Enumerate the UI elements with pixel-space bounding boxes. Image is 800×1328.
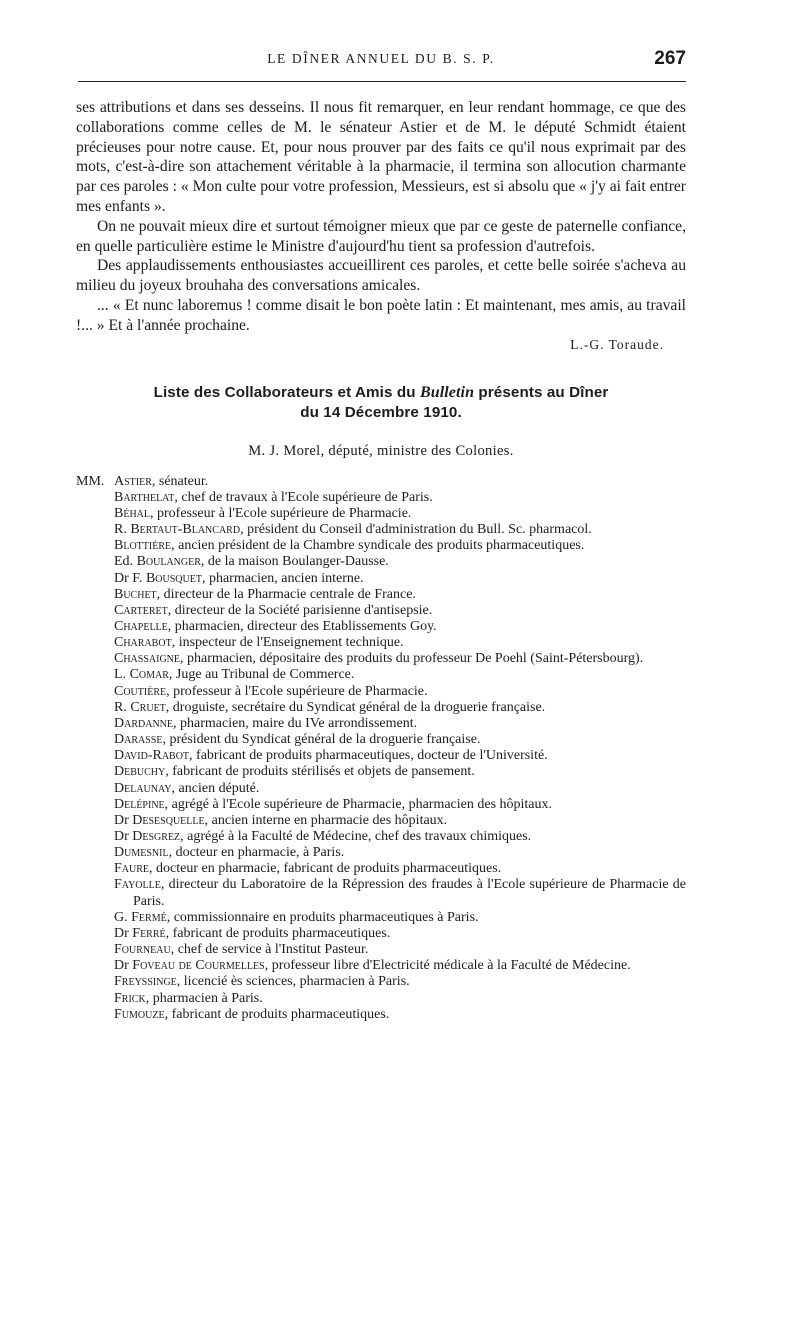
entry-description: , professeur à l'Ecole supérieure de Pharmacie.	[150, 505, 412, 521]
list-entry	[114, 1007, 686, 1023]
list-entry	[114, 829, 686, 845]
list-entry	[114, 910, 686, 926]
page	[76, 48, 686, 1023]
entry-name: Faure	[114, 861, 150, 877]
entry-name: Desgrez	[132, 829, 181, 844]
list-entry	[114, 651, 686, 667]
list-entry	[114, 506, 686, 522]
list-entry	[114, 619, 686, 635]
entry-name: Cruet	[130, 699, 166, 715]
entry-description: , ancien député.	[171, 780, 260, 796]
paragraph-4: ... « Et nunc laboremus ! comme disait le bon poète latin : Et maintenant, mes amis, au travail !... » Et à l'année prochaine.	[76, 296, 686, 334]
entry-name: Dardanne	[114, 715, 173, 731]
list-entry	[114, 732, 686, 748]
list-entry	[114, 877, 686, 909]
list-entry	[114, 861, 686, 877]
entry-description: , docteur en pharmacie, à Paris.	[168, 845, 345, 861]
list-title-italic: Bulletin	[419, 383, 475, 401]
list-entry	[114, 603, 686, 619]
list-entry	[114, 764, 686, 780]
list-entry	[114, 490, 686, 506]
entry-name: Barthelat	[114, 489, 175, 505]
entry-name: Delépine	[114, 796, 165, 812]
entry-name: Blottière	[114, 538, 172, 554]
entry-description: , licencié ès sciences, pharmacien à Paris.	[176, 974, 410, 990]
list-entry	[114, 667, 686, 683]
entry-name: Delaunay	[114, 780, 172, 796]
list-entry	[114, 554, 686, 570]
entry-name: Desesquelle	[132, 812, 205, 828]
entry-name: Chapelle	[114, 618, 168, 634]
entry-name: Buchet	[114, 586, 157, 602]
entry-prefix: G.	[114, 909, 132, 925]
page-number: 267	[654, 48, 686, 69]
entry-description: , directeur de la Société parisienne d'antisepsie.	[167, 602, 433, 618]
entry-description: , fabricant de produits pharmaceutiques.	[164, 1006, 390, 1022]
entry-name: Fayolle	[114, 877, 161, 893]
entry-prefix: L.	[114, 667, 130, 683]
entry-name: Fumouze	[114, 1006, 165, 1022]
entry-description: , professeur libre d'Electricité médicale à la Faculté de Médecine.	[264, 958, 631, 974]
list-title-post: présents au Dîner	[474, 383, 609, 401]
running-header	[76, 48, 686, 74]
entry-description: , chef de travaux à l'Ecole supérieure de Paris.	[174, 489, 433, 505]
list-entry	[114, 781, 686, 797]
entry-name: Boulanger	[136, 554, 201, 570]
list-entry	[114, 991, 686, 1007]
entry-description: , pharmacien à Paris.	[145, 990, 263, 1006]
signature: L.-G. Toraude.	[570, 336, 664, 352]
entry-prefix: Dr	[114, 829, 133, 844]
list-entry	[114, 748, 686, 764]
paragraph-3: Des applaudissements enthousiastes accueillirent ces paroles, et cette belle soirée s'acheva au milieu du joyeux brouhaha des conversations amicales.	[76, 257, 686, 295]
list-entry	[114, 974, 686, 990]
entry-prefix: R.	[114, 699, 131, 715]
list-entry	[114, 635, 686, 651]
list-entry	[114, 700, 686, 716]
entry-name: Béhal	[114, 505, 150, 521]
entry-name: Coutière	[114, 683, 167, 699]
entry-name: Debuchy	[114, 764, 166, 780]
list-entry	[114, 716, 686, 732]
entry-name: Darasse	[114, 732, 163, 748]
entry-description: , inspecteur de l'Enseignement technique.	[171, 635, 404, 651]
entry-name: Fermé	[131, 909, 167, 925]
entry-description: , président du Conseil d'administration du Bull. Sc. pharmacol.	[240, 522, 592, 538]
entry-name: Bousquet	[145, 570, 202, 586]
list-entry	[114, 958, 686, 974]
entry-description: , de la maison Boulanger-Dausse.	[200, 554, 389, 570]
entry-description: , agrégé à la Faculté de Médecine, chef des travaux chimiques.	[180, 829, 532, 844]
running-title: LE DÎNER ANNUEL DU B. S. P.	[267, 51, 495, 66]
entry-prefix: Dr	[114, 925, 133, 941]
header-rule	[78, 81, 686, 82]
entry-prefix: Dr F.	[114, 570, 146, 586]
list-entry	[114, 797, 686, 813]
entry-description: , directeur du Laboratoire de la Répression des fraudes à l'Ecole supérieure de Pharmacie de Paris.	[133, 877, 686, 909]
entry-description: , pharmacien, dépositaire des produits du professeur De Poehl (Saint-Pétersbourg).	[180, 651, 644, 667]
list-entry	[114, 845, 686, 861]
list-entry	[114, 684, 686, 700]
list-entry	[114, 522, 686, 538]
paragraph-2: On ne pouvait mieux dire et surtout témoigner mieux que par ce geste de paternelle confiance, en quelle particulière estime le Ministre d'aujourd'hu tient sa profession d'autrefois.	[76, 217, 686, 255]
list-title-date: du 14 Décembre 1910.	[300, 403, 462, 421]
entry-description: , commissionnaire en produits pharmaceutiques à Paris.	[166, 909, 479, 925]
paragraph-1: ses attributions et dans ses desseins. Il nous fit remarquer, en leur rendant hommage, ce que des collaborations comme celles de M. le sénateur Astier et de M. le député Schmidt étaient précieuses pour notre cause. Et, pour nous prouver par des faits ce qu'il nous exprimait par des mots, c'est-à-dire son attachement véritable à la pharmacie, il termina son allocution charmante par ces paroles : « Mon culte pour votre profession, Messieurs, est si absolu que « j'y ai fait entrer mes enfants ».	[76, 99, 686, 215]
entry-description: , ancien interne en pharmacie des hôpitaux.	[204, 812, 448, 828]
entry-description: , agrégé à l'Ecole supérieure de Pharmacie, pharmacien des hôpitaux.	[164, 796, 553, 812]
entry-name: Charabot	[114, 635, 172, 651]
entry-description: , chef de service à l'Institut Pasteur.	[170, 942, 369, 958]
entry-prefix: R.	[114, 522, 131, 538]
entry-prefix: Dr	[114, 812, 133, 828]
entry-name: Chassaigne	[114, 651, 181, 667]
entry-name: David-Rabot	[114, 748, 190, 764]
entry-description: , ancien président de la Chambre syndicale des produits pharmaceutiques.	[171, 538, 585, 554]
entry-name: Frick	[114, 990, 146, 1006]
entry-description: , pharmacien, ancien interne.	[201, 570, 364, 586]
entry-prefix: Dr	[114, 958, 133, 974]
entry-description: , professeur à l'Ecole supérieure de Pharmacie.	[166, 683, 428, 699]
entry-description: , pharmacien, directeur des Etablissements Goy.	[167, 618, 437, 634]
entry-description: , sénateur.	[151, 473, 209, 489]
list-entry	[76, 473, 686, 490]
list-title	[76, 383, 686, 423]
entry-description: , directeur de la Pharmacie centrale de France.	[156, 586, 416, 602]
entry-description: , fabricant de produits pharmaceutiques, docteur de l'Université.	[189, 748, 548, 764]
entry-name: Foveau de Courmelles	[132, 958, 265, 974]
attendee-list	[76, 474, 686, 1023]
entry-name: Astier	[114, 473, 152, 489]
entry-description: , docteur en pharmacie, fabricant de produits pharmaceutiques.	[149, 861, 502, 877]
entry-name: Comar	[129, 667, 169, 683]
entry-description: , Juge au Tribunal de Commerce.	[168, 667, 355, 683]
entry-name: Ferré	[132, 925, 166, 941]
entry-name: Fourneau	[114, 942, 171, 958]
entry-description: , fabricant de produits pharmaceutiques.	[165, 925, 391, 941]
list-entry	[114, 942, 686, 958]
list-entry	[114, 538, 686, 554]
entry-description: , pharmacien, maire du IVe arrondissement.	[173, 715, 418, 731]
list-entry	[114, 813, 686, 829]
entry-name: Carteret	[114, 602, 168, 618]
entry-prefix: Ed.	[114, 554, 137, 570]
entry-name: Freyssinge	[114, 974, 177, 990]
mm-label: MM.	[76, 473, 105, 489]
list-entry	[114, 571, 686, 587]
entry-description: , fabricant de produits stérilisés et objets de pansement.	[165, 764, 475, 780]
list-entry	[114, 587, 686, 603]
entry-name: Dumesnil	[114, 845, 169, 861]
minister-line: M. J. Morel, député, ministre des Colonies.	[248, 442, 514, 459]
entry-description: , droguiste, secrétaire du Syndicat général de la droguerie française.	[165, 699, 546, 715]
entry-name: Bertaut-Blancard	[130, 522, 241, 538]
list-title-pre: Liste des Collaborateurs et Amis du	[153, 383, 420, 401]
entry-description: , président du Syndicat général de la droguerie française.	[162, 732, 481, 748]
list-entry	[114, 926, 686, 942]
